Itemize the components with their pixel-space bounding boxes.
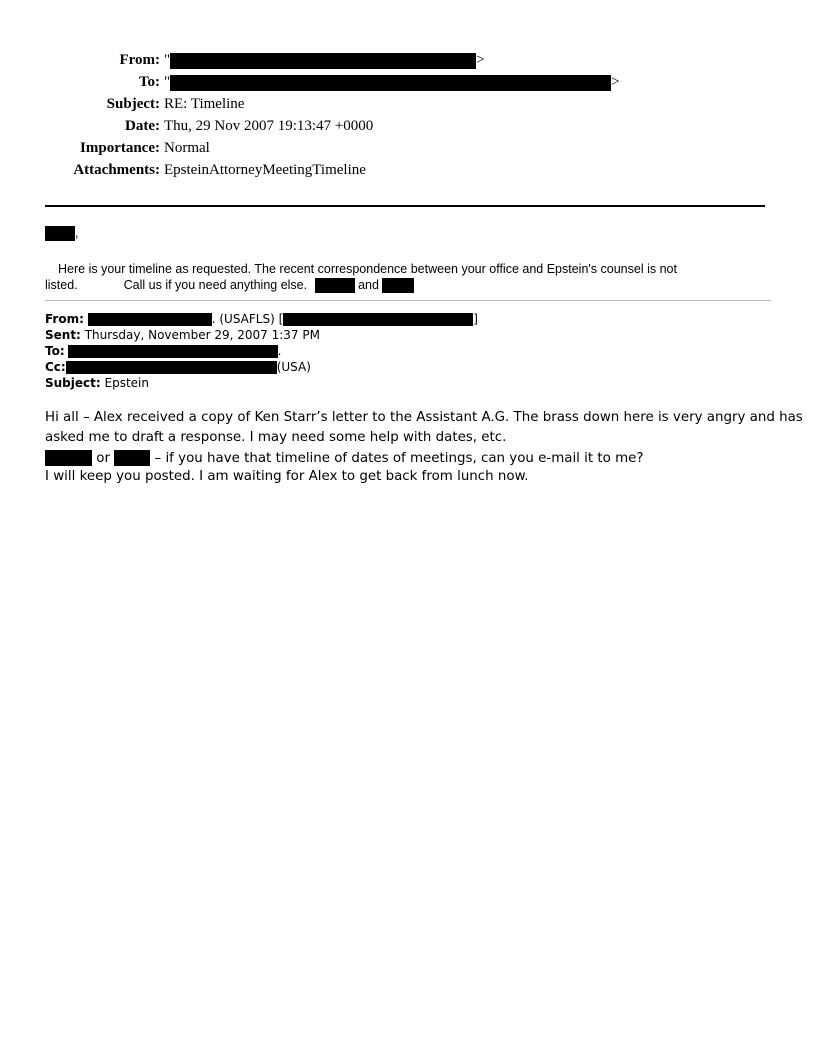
header-importance-value: Normal xyxy=(164,140,210,156)
fwd-from-end: ] xyxy=(473,312,478,326)
fwd-to-label: To: xyxy=(45,344,65,358)
header-to-suffix: > xyxy=(611,74,620,90)
header-from-suffix: > xyxy=(476,52,485,68)
redaction-bar xyxy=(88,313,212,326)
header-subject-row xyxy=(0,96,816,118)
fwd-to-end: . xyxy=(277,344,282,358)
reply-line-2 xyxy=(45,278,414,293)
redaction-bar xyxy=(45,226,75,241)
reply-greeting xyxy=(45,226,78,241)
header-to-label: To: xyxy=(138,74,160,90)
header-attachments-value[interactable]: EpsteinAttorneyMeetingTimeline xyxy=(164,162,366,178)
reply-greeting-comma: , xyxy=(75,226,79,240)
redaction-bar xyxy=(114,450,150,466)
redaction-bar xyxy=(170,53,476,69)
fwd-subject-row xyxy=(45,376,149,390)
header-attachments-row xyxy=(0,162,816,184)
fwd-subject-value: Epstein xyxy=(104,376,149,390)
header-to-prefix: " xyxy=(164,74,171,90)
header-date-row xyxy=(0,118,816,140)
reply-line-2-call: Call us if you need anything else. xyxy=(123,278,308,292)
forward-divider xyxy=(45,300,771,301)
header-from-label: From: xyxy=(119,52,160,68)
redaction-bar xyxy=(382,278,414,293)
header-date-value: Thu, 29 Nov 2007 19:13:47 +0000 xyxy=(164,118,374,134)
message-line-3 xyxy=(45,450,643,466)
message-line-3-rest: – if you have that timeline of dates of meetings, can you e-mail it to me? xyxy=(154,451,644,466)
redaction-bar xyxy=(315,278,355,293)
message-line-2: asked me to draft a response. I may need some help with dates, etc. xyxy=(45,430,507,445)
message-line-1: Hi all – Alex received a copy of Ken Starr’s letter to the Assistant A.G. The brass down here is very angry and has xyxy=(45,410,803,425)
header-attachments-label: Attachments: xyxy=(73,162,160,178)
redaction-bar xyxy=(170,75,611,91)
reply-line-2-start: listed. xyxy=(45,278,78,292)
fwd-cc-row xyxy=(45,360,311,374)
header-from-prefix: " xyxy=(164,52,171,68)
redaction-bar xyxy=(283,313,473,326)
header-importance-row xyxy=(0,140,816,162)
fwd-cc-label: Cc: xyxy=(45,360,66,374)
fwd-sent-value: Thursday, November 29, 2007 1:37 PM xyxy=(84,328,320,342)
header-to-row xyxy=(0,74,816,96)
reply-line-1: Here is your timeline as requested. The recent correspondence between your office and Epstein's counsel is not xyxy=(58,262,677,276)
header-subject-label: Subject: xyxy=(106,96,160,112)
message-line-3-or: or xyxy=(96,451,110,466)
header-to-value xyxy=(164,74,620,91)
header-divider xyxy=(45,205,765,207)
fwd-sent-row xyxy=(45,328,320,342)
fwd-from-row xyxy=(45,312,478,326)
fwd-from-label: From: xyxy=(45,312,84,326)
header-from-value xyxy=(164,52,485,69)
redaction-bar xyxy=(66,361,277,374)
header-importance-label: Importance: xyxy=(80,140,160,156)
message-line-4: I will keep you posted. I am waiting for Alex to get back from lunch now. xyxy=(45,469,529,484)
fwd-sent-label: Sent: xyxy=(45,328,81,342)
header-from-row xyxy=(0,52,816,74)
fwd-cc-end: (USA) xyxy=(276,360,311,374)
fwd-subject-label: Subject: xyxy=(45,376,101,390)
fwd-from-mid: . (USAFLS) [ xyxy=(211,312,284,326)
reply-line-2-and: and xyxy=(358,278,379,292)
fwd-to-row xyxy=(45,344,281,358)
header-subject-value: RE: Timeline xyxy=(164,96,245,112)
header-date-label: Date: xyxy=(125,118,160,134)
redaction-bar xyxy=(68,345,278,358)
redaction-bar xyxy=(45,450,92,466)
